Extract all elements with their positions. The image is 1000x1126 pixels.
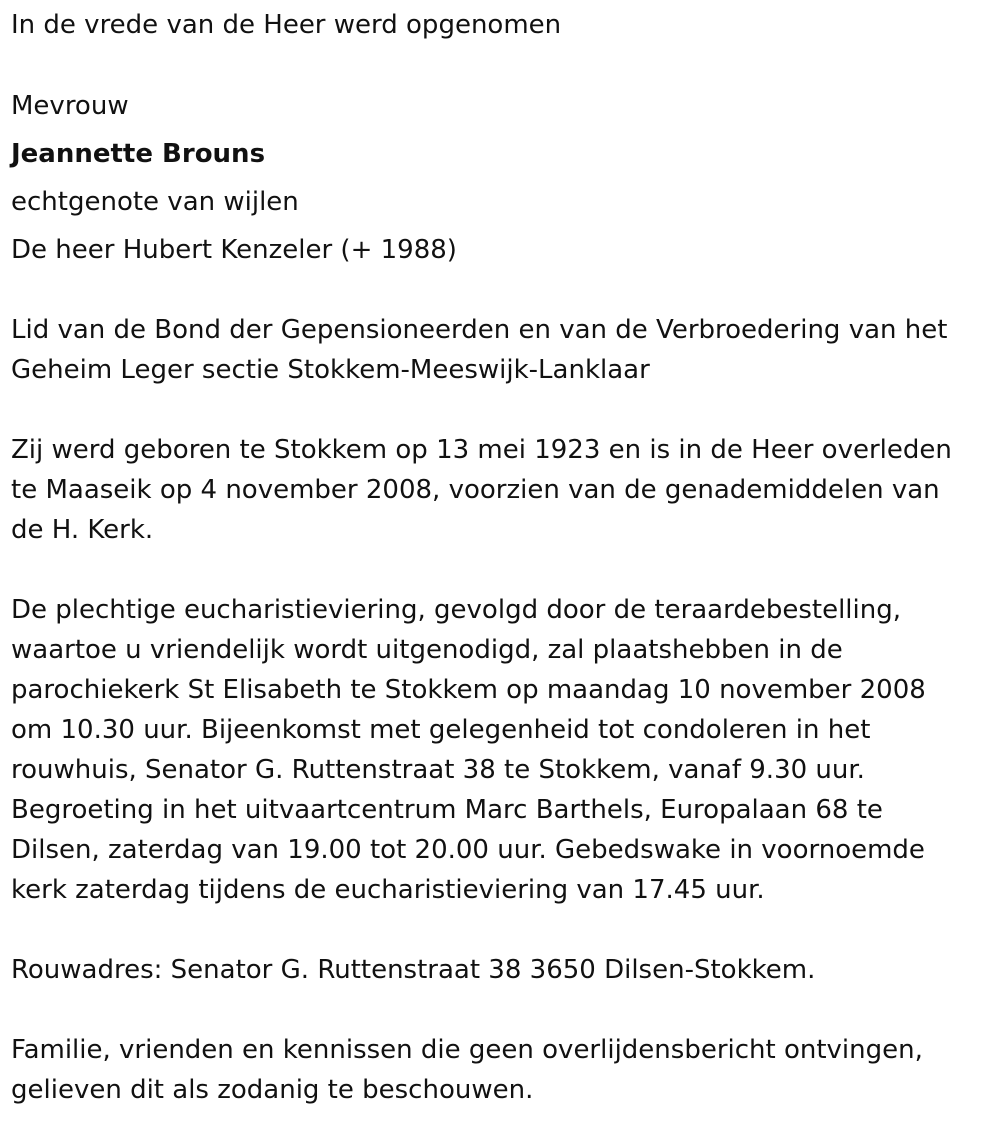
birth-death-line: Zij werd geboren te Stokkem op 13 mei 1923 en is in de Heer overleden bbox=[11, 435, 952, 465]
intro-line: In de vrede van de Heer werd opgenomen bbox=[11, 10, 562, 40]
spouse-line: De heer Hubert Kenzeler (+ 1988) bbox=[11, 235, 457, 265]
title-line: Mevrouw bbox=[11, 91, 129, 121]
birth-death-line: te Maaseik op 4 november 2008, voorzien van de genademiddelen van bbox=[11, 475, 940, 505]
ceremony-line: Dilsen, zaterdag van 19.00 tot 20.00 uur. Gebedswake in voornoemde bbox=[11, 835, 925, 865]
ceremony-line: om 10.30 uur. Bijeenkomst met gelegenheid tot condoleren in het bbox=[11, 715, 871, 745]
closing-line: gelieven dit als zodanig te beschouwen. bbox=[11, 1075, 534, 1105]
relation-line: echtgenote van wijlen bbox=[11, 187, 299, 217]
ceremony-line: kerk zaterdag tijdens de eucharistieviering van 17.45 uur. bbox=[11, 875, 765, 905]
address-line: Rouwadres: Senator G. Ruttenstraat 38 3650 Dilsen-Stokkem. bbox=[11, 955, 816, 985]
membership-line: Geheim Leger sectie Stokkem-Meeswijk-Lanklaar bbox=[11, 355, 650, 385]
ceremony-line: parochiekerk St Elisabeth te Stokkem op maandag 10 november 2008 bbox=[11, 675, 926, 705]
ceremony-line: De plechtige eucharistieviering, gevolgd door de teraardebestelling, bbox=[11, 595, 902, 625]
ceremony-line: Begroeting in het uitvaartcentrum Marc Barthels, Europalaan 68 te bbox=[11, 795, 883, 825]
ceremony-line: waartoe u vriendelijk wordt uitgenodigd, zal plaatshebben in de bbox=[11, 635, 843, 665]
closing-line: Familie, vrienden en kennissen die geen overlijdensbericht ontvingen, bbox=[11, 1035, 923, 1065]
birth-death-line: de H. Kerk. bbox=[11, 515, 154, 545]
deceased-name: Jeannette Brouns bbox=[11, 139, 266, 169]
ceremony-line: rouwhuis, Senator G. Ruttenstraat 38 te Stokkem, vanaf 9.30 uur. bbox=[11, 755, 865, 785]
membership-line: Lid van de Bond der Gepensioneerden en van de Verbroedering van het bbox=[11, 315, 948, 345]
